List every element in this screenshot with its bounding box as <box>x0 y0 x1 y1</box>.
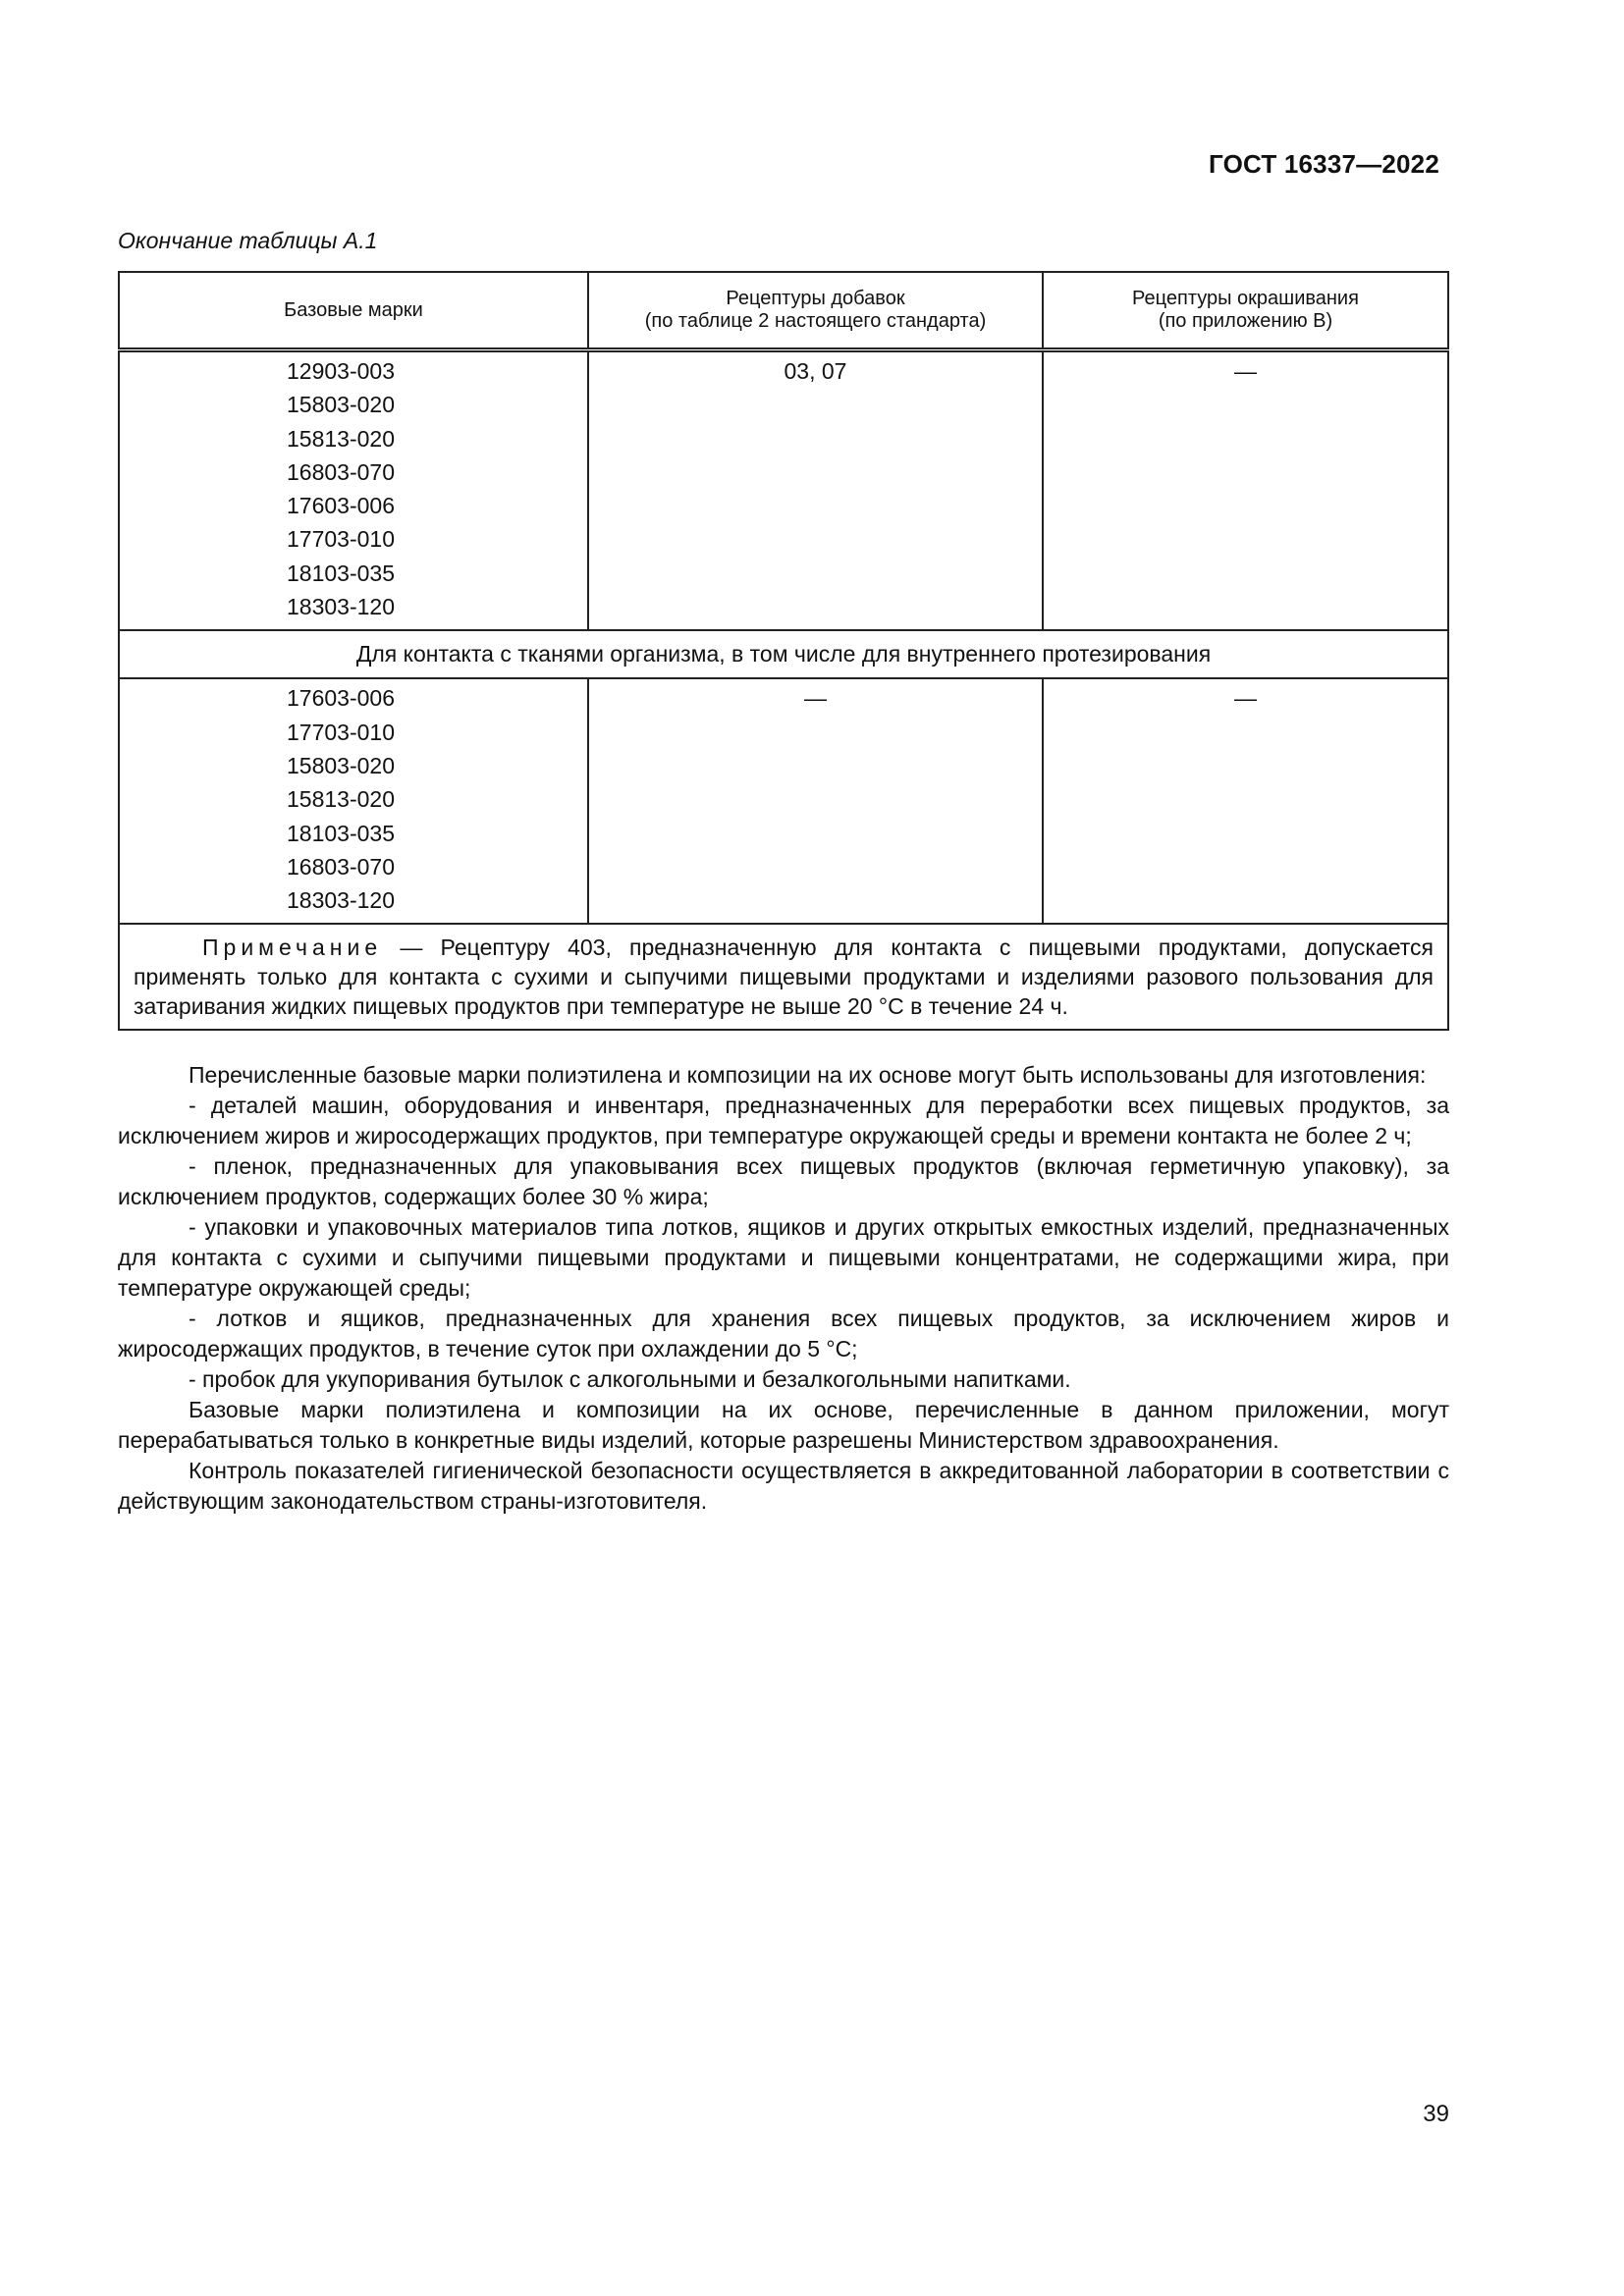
header-coloring-line2: (по приложению В) <box>1158 310 1333 332</box>
table-container <box>118 271 1449 1031</box>
paragraph: - пленок, предназначенных для упаковывания всех пищевых продуктов (включая герметичную упаковку), за исключением продуктов, содержащих более 30 % жира; <box>118 1153 1449 1209</box>
table-note-row <box>119 924 1448 1030</box>
paragraph: Контроль показателей гигиенической безопасности осуществляется в аккредитованной лаборатории в соответствии с действующим законодательством страны-изготовителя. <box>118 1458 1449 1514</box>
grade-item: 18103-035 <box>287 820 395 846</box>
header-additives-line2: (по таблице 2 настоящего стандарта) <box>644 310 987 332</box>
grade-item: 18303-120 <box>287 887 395 914</box>
table-row <box>119 678 1448 924</box>
header-coloring <box>1043 272 1448 350</box>
table-row <box>119 350 1448 631</box>
table-section-row <box>119 630 1448 678</box>
grade-item: 16803-070 <box>287 853 395 880</box>
additives-group1: 03, 07 <box>588 350 1043 631</box>
page-number: 39 <box>1423 2101 1449 2127</box>
note-text: — Рецептуру 403, предназначенную для контакта с пищевыми продуктами, допускается применять только для контакта с сухими и сыпучими пищевыми продуктами и изделиями разового пользования для затаривания жидких пищевых продуктов при температуре не выше 20 °С в течение 24 ч. <box>134 934 1434 1020</box>
grade-item: 18303-120 <box>287 594 395 620</box>
grade-item: 17603-006 <box>287 493 395 519</box>
coloring-group1: — <box>1043 350 1448 631</box>
table-caption: Окончание таблицы А.1 <box>118 228 378 253</box>
paragraph: - лотков и ящиков, предназначенных для хранения всех пищевых продуктов, за исключением жиров и жиросодержащих продуктов, в течение суток при охлаждении до 5 °С; <box>118 1306 1449 1362</box>
grade-item: 12903-003 <box>287 358 395 384</box>
grade-item: 15803-020 <box>287 392 395 418</box>
table-note <box>119 924 1448 1030</box>
paragraph: - деталей машин, оборудования и инвентаря, предназначенных для переработки всех пищевых продуктов, за исключением жиров и жиросодержащих продуктов, при температуре окружающей среды и времени контакта не более 2 ч; <box>118 1093 1449 1148</box>
grades-list-group1 <box>119 350 588 631</box>
header-base-grades <box>119 272 588 350</box>
paragraph: Перечисленные базовые марки полиэтилена и композиции на их основе могут быть использованы для изготовления: <box>189 1062 1427 1088</box>
grades-list-group2 <box>119 678 588 924</box>
section-title: Для контакта с тканями организма, в том числе для внутреннего протезирования <box>119 630 1448 678</box>
coloring-group2: — <box>1043 678 1448 924</box>
grade-item: 18103-035 <box>287 560 395 586</box>
header-additives-line1: Рецептуры добавок <box>726 288 905 309</box>
grade-item: 15813-020 <box>287 786 395 813</box>
table-header-row <box>119 272 1448 350</box>
grade-item: 16803-070 <box>287 458 395 485</box>
grade-item: 15813-020 <box>287 425 395 452</box>
grades-table <box>118 271 1449 1031</box>
additives-group2: — <box>588 678 1043 924</box>
grade-item: 17603-006 <box>287 685 395 712</box>
note-label: Примечание <box>202 934 383 961</box>
paragraph: - упаковки и упаковочных материалов типа лотков, ящиков и других открытых емкостных изделий, предназначенных для контакта с сухими и сыпучими пищевыми продуктами и пищевыми концентратами, не содержащими жира, при температуре окружающей среды; <box>118 1214 1449 1301</box>
grade-item: 15803-020 <box>287 752 395 778</box>
header-coloring-line1: Рецептуры окрашивания <box>1132 288 1359 309</box>
header-additives <box>588 272 1043 350</box>
grade-item: 17703-010 <box>287 526 395 553</box>
header-base-grades-label: Базовые марки <box>284 298 423 321</box>
paragraph: Базовые марки полиэтилена и композиции на их основе, перечисленные в данном приложении, могут перерабатываться только в конкретные виды изделий, которые разрешены Министерством здравоохранения. <box>118 1397 1449 1453</box>
document-code: ГОСТ 16337—2022 <box>1209 149 1439 179</box>
paragraph: - пробок для укупоривания бутылок с алкогольными и безалкогольными напитками. <box>189 1366 1071 1392</box>
body-text <box>118 1060 1449 1517</box>
grade-item: 17703-010 <box>287 719 395 745</box>
